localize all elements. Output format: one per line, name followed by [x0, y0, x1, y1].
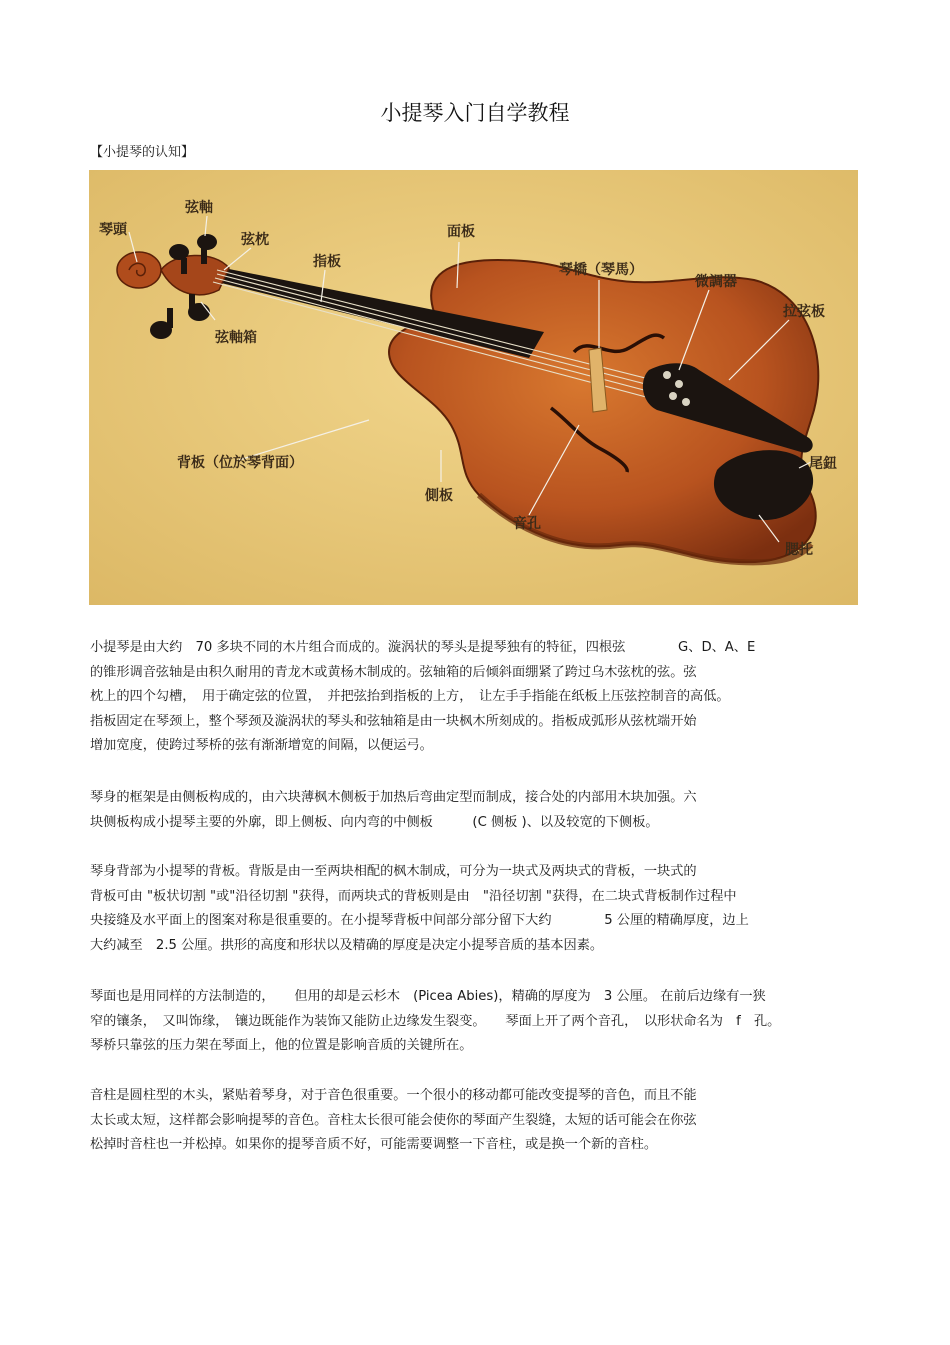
text-line: 背板可由 "板状切割 "或"沿径切割 "获得，而两块式的背板则是由 "沿径切割 "获得，在二块式背板制作过程中 [90, 888, 737, 904]
label-weitiaoqi: 微調器 [695, 274, 737, 290]
text-line: 指板固定在琴颈上，整个琴颈及漩涡状的琴头和弦轴箱是由一块枫木所刻成的。指板成弧形从弦枕端开始 [90, 713, 697, 729]
label-mianban: 面板 [447, 224, 475, 240]
text-line: 琴面也是用同样的方法制造的， 但用的却是云杉木 (Picea Abies)，精确的厚度为 3 公厘。 在前后边缘有一狭 [90, 989, 766, 1004]
paragraph-intro [90, 636, 755, 759]
paragraph-top [90, 985, 780, 1059]
label-qintou: 琴頭 [99, 222, 127, 238]
label-xianzhen: 弦枕 [241, 232, 269, 248]
scroll [117, 252, 161, 288]
text-line: 央接缝及水平面上的图案对称是很重要的。在小提琴背板中间部分部分留下大约 5 公厘的精确厚度，边上 [90, 913, 749, 929]
section-label: 【小提琴的认知】 [90, 145, 195, 160]
label-laxianban: 拉弦板 [783, 304, 825, 320]
label-xianzhou: 弦軸 [185, 200, 213, 216]
label-qinqiao: 琴橋（琴馬） [559, 262, 643, 278]
label-beiban: 背板（位於琴背面） [177, 455, 303, 471]
text-line: 琴身背部为小提琴的背板。背版是由一至两块相配的枫木制成，可分为一块式及两块式的背板，一块式的 [90, 864, 697, 879]
violin-diagram [89, 170, 858, 605]
text-line: 琴桥只靠弦的压力架在琴面上，他的位置是影响音质的关键所在。 [90, 1038, 473, 1054]
text-line: 音柱是圆柱型的木头，紧贴着琴身，对于音色很重要。一个很小的移动都可能改变提琴的音色，而且不能 [90, 1088, 697, 1103]
text-line: 琴身的框架是由侧板构成的，由六块薄枫木侧板于加热后弯曲定型而制成，接合处的内部用木块加强。六 [90, 790, 697, 805]
label-ceban: 側板 [425, 488, 453, 504]
text-line: 松掉时音柱也一并松掉。如果你的提琴音质不好，可能需要调整一下音柱，或是换一个新的音柱。 [90, 1137, 658, 1153]
text-line: 枕上的四个勾槽， 用于确定弦的位置， 并把弦抬到指板的上方， 让左手手指能在纸板上压弦控制音的高低。 [90, 689, 730, 705]
violin-illustration [89, 170, 858, 605]
label-xianzhouxiang: 弦軸箱 [215, 330, 257, 346]
paragraph-back [90, 860, 749, 958]
text-line: 块侧板构成小提琴主要的外廓，即上侧板、向内弯的中侧板 (C 侧板 )、以及较宽的下侧板。 [90, 814, 659, 830]
paragraph-soundpost [90, 1084, 697, 1158]
text-line: 太长或太短，这样都会影响提琴的音色。音柱太长很可能会使你的琴面产生裂缝，太短的话可能会在你弦 [90, 1112, 697, 1128]
paragraph-ribs [90, 786, 697, 835]
text-line: 窄的镶条， 又叫饰缘， 镶边既能作为装饰又能防止边缘发生裂变。 琴面上开了两个音孔， 以形状命名为 f 孔。 [90, 1013, 781, 1029]
label-yinkong: 音孔 [513, 516, 541, 532]
text-line: 增加宽度，使跨过琴桥的弦有渐渐增宽的间隔，以便运弓。 [90, 738, 433, 754]
text-line: 的锥形调音弦轴是由积久耐用的青龙木或黄杨木制成的。弦轴箱的后倾斜面绷紧了跨过乌木弦枕的弦。弦 [90, 664, 697, 680]
label-weiniu: 尾鈕 [809, 456, 837, 472]
text-line: 大约减至 2.5 公厘。拱形的高度和形状以及精确的厚度是决定小提琴音质的基本因素。 [90, 937, 604, 953]
label-zhiban: 指板 [313, 254, 341, 270]
text-line: 小提琴是由大约 70 多块不同的木片组合而成的。漩涡状的琴头是提琴独有的特征，四根弦 G、D、A、E [90, 640, 756, 655]
label-saituo: 腮托 [785, 542, 813, 558]
page-title: 小提琴入门自学教程 [380, 101, 570, 125]
